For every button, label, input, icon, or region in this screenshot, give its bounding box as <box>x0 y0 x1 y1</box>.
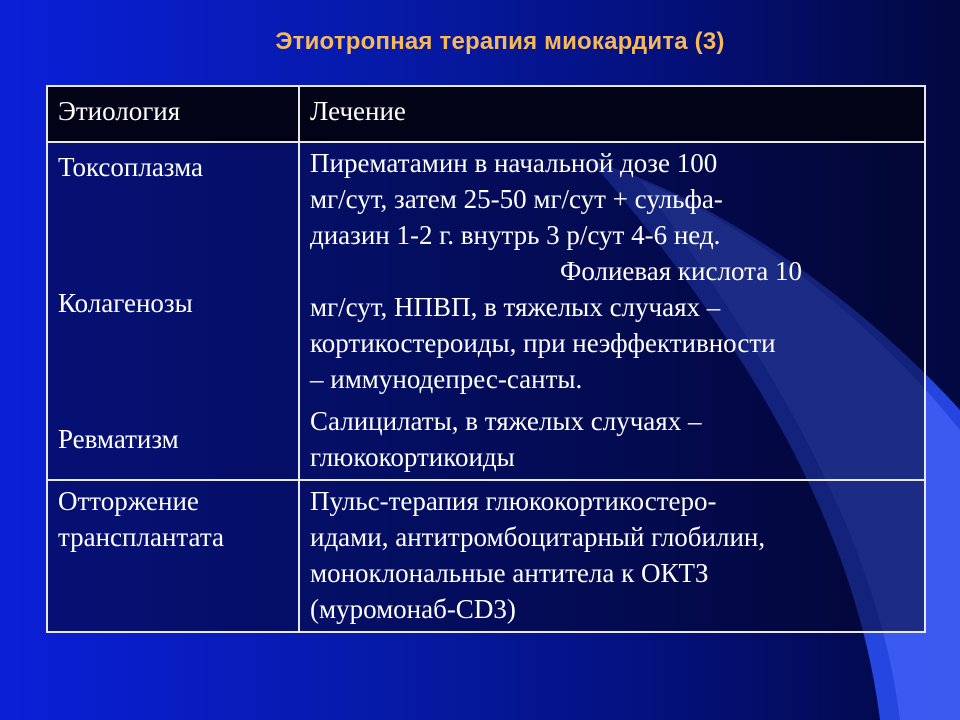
etiology-cell <box>47 142 299 480</box>
table-row <box>47 142 925 480</box>
etiology-collagenoses: Колагенозы <box>58 288 193 318</box>
etiology-line: трансплантата <box>58 522 224 552</box>
etiology-rheumatism: Ревматизм <box>58 424 179 454</box>
treatment-line: кортикостероиды, при неэффективности <box>310 328 776 358</box>
treatment-line: моноклональные антитела к ОКТЗ <box>310 558 709 588</box>
etiology-line: Отторжение <box>58 486 199 516</box>
treatment-line: Пульс-терапия глюкокортикостеро- <box>310 486 717 516</box>
treatment-line: диазин 1-2 г. внутрь 3 р/сут 4-6 нед. <box>310 220 721 250</box>
treatment-line: мг/сут, затем 25-50 мг/сут + сульфа- <box>310 184 723 214</box>
treatment-cell <box>299 480 925 632</box>
header-treatment: Лечение <box>299 86 925 142</box>
treatment-line: Пирематамин в начальной дозе 100 <box>310 148 718 178</box>
treatment-line: Фолиевая кислота 10 <box>560 256 802 286</box>
treatment-line: – иммунодепрес-санты. <box>310 364 583 394</box>
therapy-table <box>46 85 926 633</box>
treatment-line: (муромонаб-CD3) <box>310 594 516 624</box>
etiology-toxoplasma: Токсоплазма <box>58 152 203 182</box>
slide-title: Этиотропная терапия миокардита (3) <box>275 28 725 55</box>
table-row <box>47 480 925 632</box>
table-header-row <box>47 86 925 142</box>
treatment-line: мг/сут, НПВП, в тяжелых случаях – <box>310 292 721 322</box>
treatment-line: Салицилаты, в тяжелых случаях – <box>310 406 702 436</box>
etiology-cell <box>47 480 299 632</box>
treatment-line: идами, антитромбоцитарный глобилин, <box>310 522 766 552</box>
treatment-cell <box>299 142 925 480</box>
treatment-line: глюкокортикоиды <box>310 442 515 472</box>
header-etiology: Этиология <box>47 86 299 142</box>
